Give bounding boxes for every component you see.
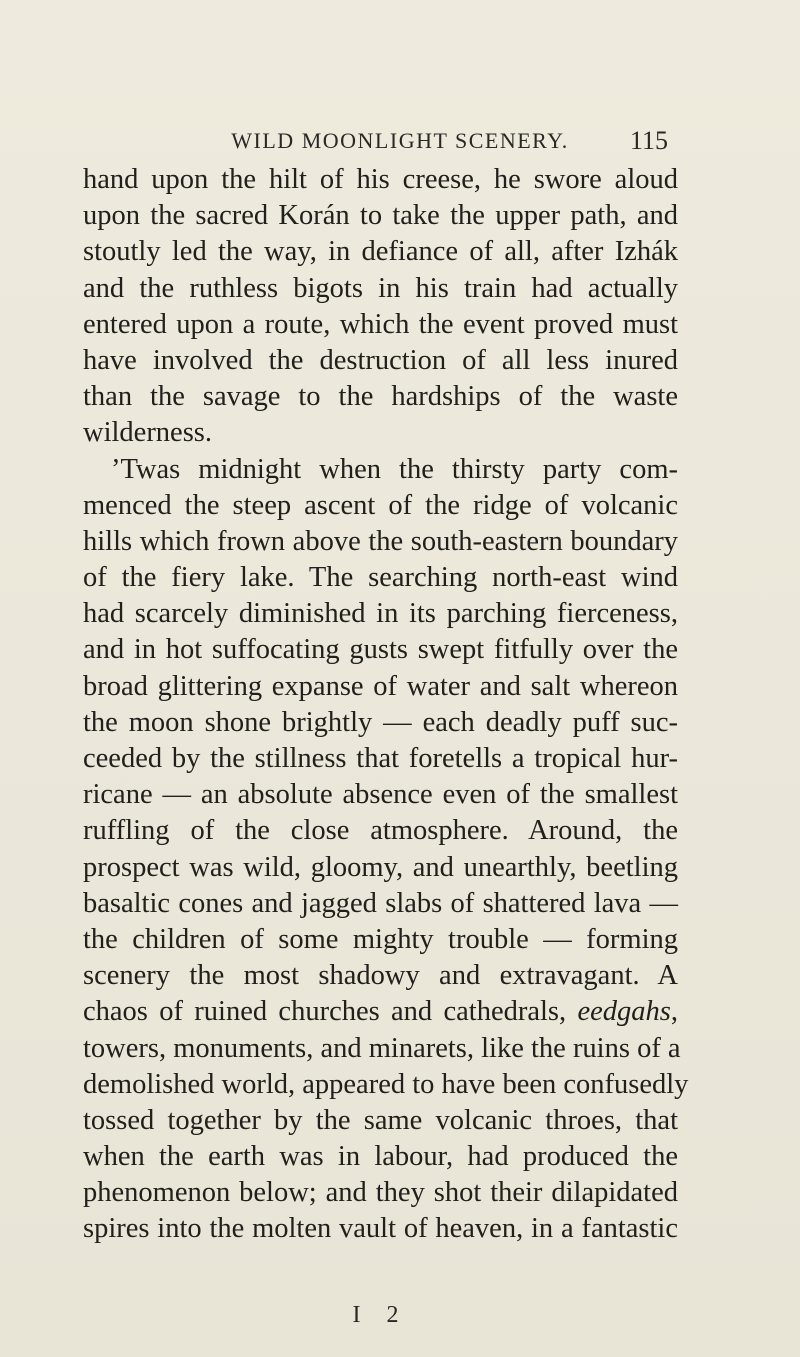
signature-mark: I 2 [352,1302,409,1328]
italic-term: eedgahs [577,996,671,1028]
text-line: the children of some mighty trouble — forming [83,923,678,955]
text-line: spires into the molten vault of heaven, in a fantastic [83,1213,678,1245]
text-line: scenery the most shadowy and extravagant. A [83,960,678,992]
text-line: of the fiery lake. The searching north-east wind [83,562,678,594]
text-line: entered upon a route, which the event proved must [83,308,678,340]
text-line: the moon shone brightly — each deadly puff suc- [83,706,678,738]
text-line: prospect was wild, gloomy, and unearthly, beetling [83,851,678,883]
text-line: when the earth was in labour, had produced the [83,1141,678,1173]
text-line: and in hot suffocating gusts swept fitfully over the [83,634,678,666]
text-line: phenomenon below; and they shot their dilapidated [83,1177,678,1209]
text-line: demolished world, appeared to have been confusedly [83,1068,689,1100]
text-line: tossed together by the same volcanic throes, that [83,1104,678,1136]
text-line: menced the steep ascent of the ridge of volcanic [83,489,678,521]
text-line: hand upon the hilt of his creese, he swore aloud [83,164,678,195]
text-line: upon the sacred Korán to take the upper path, and [83,200,678,232]
text-line: ruffling of the close atmosphere. Around, the [83,815,678,847]
text-line: chaos of ruined churches and cathedrals, eedgahs, [83,996,678,1028]
text-line: ricane — an absolute absence even of the smallest [83,779,678,811]
text-line: stoutly led the way, in defiance of all, after Izhák [83,236,678,268]
body-text [83,162,689,1248]
text-line: had scarcely diminished in its parching fierceness, [83,598,678,630]
text-line: ’Twas midnight when the thirsty party com- [111,453,678,485]
text-line: and the ruthless bigots in his train had actually [83,272,678,304]
page-number: 115 [629,126,668,155]
text-line: ceeded by the stillness that foretells a tropical hur- [83,743,678,774]
text-line: broad glittering expanse of water and salt whereon [83,670,678,702]
text-line: basaltic cones and jagged slabs of shattered lava — [83,887,678,919]
text-line: towers, monuments, and minarets, like the ruins of a [83,1032,681,1064]
text-line: have involved the destruction of all less inured [83,344,678,376]
text-line: hills which frown above the south-eastern boundary [83,525,678,557]
running-head: WILD MOONLIGHT SCENERY. [231,128,569,153]
text-line: wilderness. [83,417,213,449]
text-line: than the savage to the hardships of the waste [83,381,678,413]
